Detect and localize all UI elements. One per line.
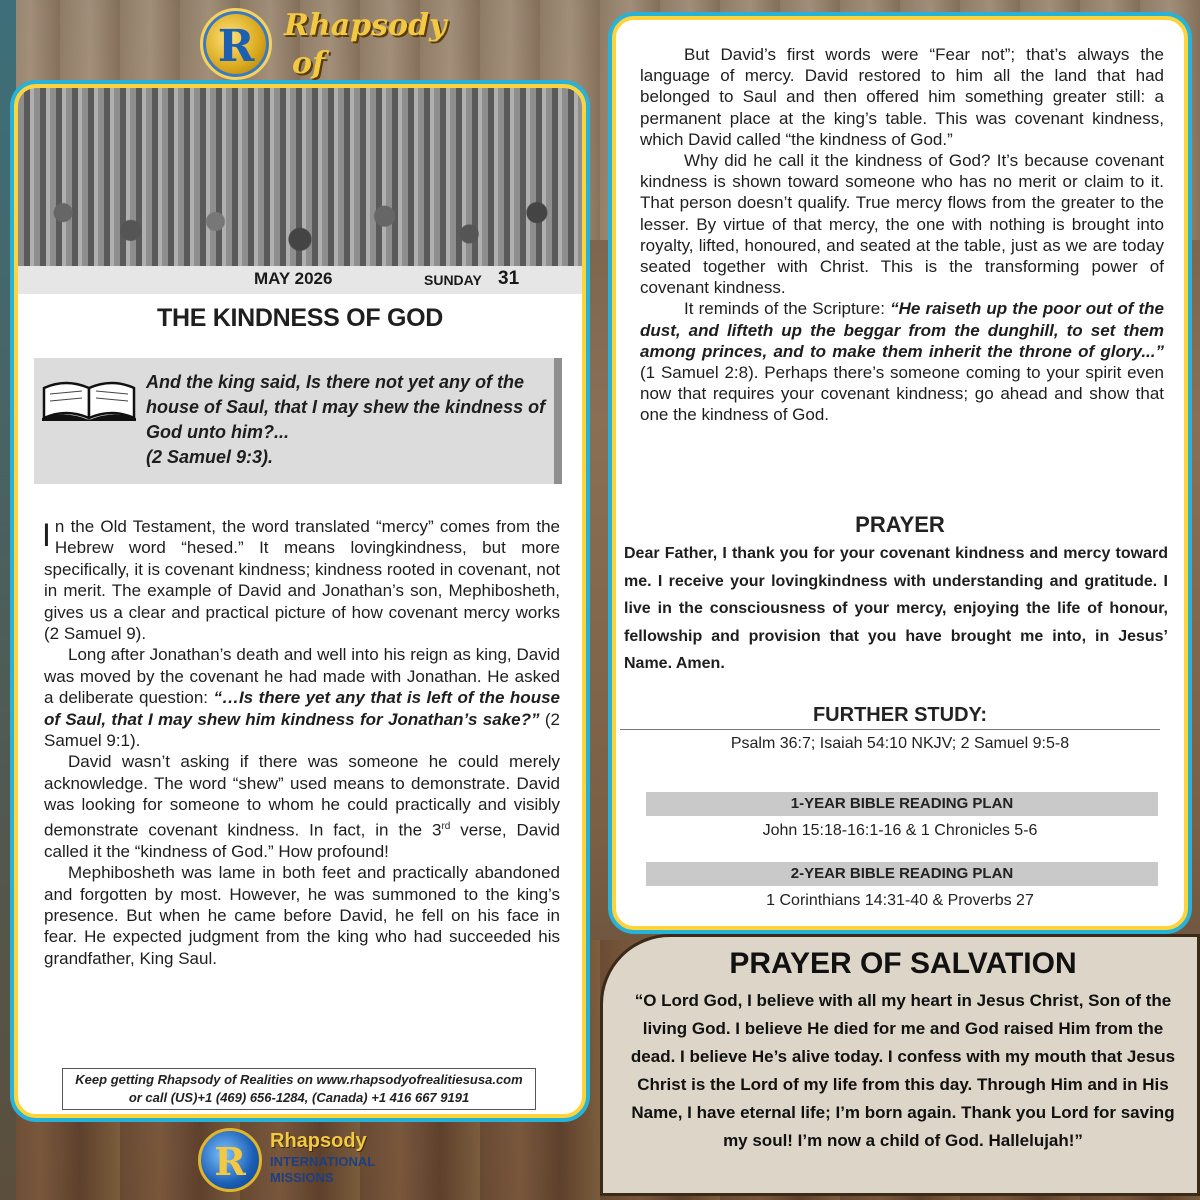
date-bar xyxy=(18,266,582,294)
message-body-left xyxy=(44,516,560,969)
contact-line-website: Keep getting Rhapsody of Realities on www.rhapsodyofrealitiesusa.com xyxy=(75,1072,523,1087)
one-year-plan-text: John 15:18-16:1-16 & 1 Chronicles 5-6 xyxy=(762,822,1038,839)
prayer-text: Dear Father, I thank you for your covenant kindness and mercy toward me. I receive your lovingkindness with understanding and gratitude. I live in the consciousness of your mercy, enjoying the life of honour, fellowship and provision that you have brought me into, in Jesus’ Name. Amen. xyxy=(624,545,1168,673)
salvation-text: “O Lord God, I believe with all my heart in Jesus Christ, Son of the living God. I believe He died for me and God raised Him from the dead. I believe He’s alive today. I confess with my mouth that Jesus Christ is the Lord of my life from this day. Through Him and in His Name, I have eternal life; I’m born again. Thank you Lord for saving my soul! I’m now a child of God. Hallelujah!” xyxy=(630,991,1176,1150)
two-year-plan-text: 1 Corinthians 14:31-40 & Proverbs 27 xyxy=(766,892,1034,909)
one-year-plan-label: 1-YEAR BIBLE READING PLAN xyxy=(646,792,1158,816)
rhapsody-of-realities-logo xyxy=(200,4,447,82)
two-year-plan-label: 2-YEAR BIBLE READING PLAN xyxy=(646,862,1158,886)
logo-text-line1: Rhapsody xyxy=(284,8,447,43)
paragraph: It reminds of the Scripture: “He raiseth up the poor out of the dust, and lifteth up the beggar from the dunghill, to set them among princes, and to make them inherit the throne of glory...” (1 Samuel 2:8). Perhaps there’s someone coming to your spirit even now that requires your covenant kindness; go ahead and show that one the kindness of God. xyxy=(640,299,1164,425)
rhapsody-international-missions-logo xyxy=(198,1128,398,1196)
devotional-right-panel xyxy=(612,16,1188,930)
devotional-left-panel xyxy=(14,84,586,1118)
theme-verse-box xyxy=(34,358,562,484)
logo-text-line3: MISSIONS xyxy=(270,1170,334,1185)
verse-reference: (2 Samuel 9:3). xyxy=(146,447,274,467)
verse-text: And the king said, Is there not yet any of the house of Saul, that I may shew the kindness of God unto him?... xyxy=(146,372,546,442)
further-study-heading: FURTHER STUDY: xyxy=(812,704,988,726)
contact-info-box xyxy=(62,1068,536,1110)
scripture-quote: “He raiseth up the poor out of the dust, and lifteth up the beggar from the dunghill, to set them among princes, and to make them inherit the throne of glory...” xyxy=(640,299,1164,361)
day-number: 31 xyxy=(498,268,520,289)
prayer-of-salvation-box xyxy=(600,934,1200,1196)
paragraph: In the Old Testament, the word translated “mercy” comes from the Hebrew word “hesed.” It means lovingkindness, but more specifically, it is covenant kindness; kindness rooted in covenant, not in merit. The example of David and Jonathan’s son, Mephibosheth, gives us a clear and practical picture of how covenant mercy works (2 Samuel 9). xyxy=(42,517,560,644)
day-label: SUNDAY xyxy=(424,272,482,288)
further-study-text: Psalm 36:7; Isaiah 54:10 NKJV; 2 Samuel 9:5-8 xyxy=(730,735,1070,752)
paragraph: Mephibosheth was lame in both feet and practically abandoned and forgotten by most. However, he was summoned to the king’s presence. But when he came before David, he fell on his face in fear. He expected judgment from the king who had succeeded his grandfather, King Saul. xyxy=(44,863,560,968)
salvation-title: PRAYER OF SALVATION xyxy=(729,947,1077,980)
divider xyxy=(620,729,1160,730)
scripture-quote: “…Is there yet any that is left of the house of Saul, that I may shew him kindness for Jonathan’s sake?” xyxy=(44,688,560,729)
paragraph: Long after Jonathan’s death and well into his reign as king, David was moved by the covenant he had made with Jonathan. He asked a deliberate question: “…Is there yet any that is left of the house of Saul, that I may shew him kindness for Jonathan’s sake?” (2 Samuel 9:1). xyxy=(44,645,561,751)
paragraph: Why did he call it the kindness of God? It’s because covenant kindness is shown toward someone who has no merit or claim to it. That person doesn’t qualify. True mercy flows from the greater to the lesser. By virtue of that mercy, the one with nothing is brought into royalty, lifted, honoured, and seated at the table, just as we are today seated together with Christ. This is the transforming power of covenant kindness. xyxy=(640,151,1164,298)
logo-text-line2: of xyxy=(292,46,325,81)
page-title: THE KINDNESS OF GOD xyxy=(157,304,443,332)
open-book-icon xyxy=(40,374,138,422)
theme-verse xyxy=(146,370,552,470)
paragraph: David wasn’t asking if there was someone he could merely acknowledge. The word “shew” used means to demonstrate. David was looking for someone to whom he could practically and visibly demonstrate covenant kindness. In fact, in the 3rd verse, David called it the “kindness of God.” How profound! xyxy=(44,752,560,861)
paragraph: But David’s first words were “Fear not”; that’s always the language of mercy. David restored to him all the land that had belonged to Saul and then offered him something greater still: a permanent place at the king’s table. This was covenant kindness, which David called “the kindness of God.” xyxy=(640,45,1164,149)
logo-text-line1: Rhapsody xyxy=(270,1130,367,1152)
month-label: MAY 2026 xyxy=(254,269,333,288)
prayer-heading: PRAYER xyxy=(855,512,945,537)
congregation-photo xyxy=(18,88,582,266)
drop-cap: I xyxy=(42,517,51,553)
logo-emblem-icon: R xyxy=(200,8,272,80)
globe-emblem-icon: R xyxy=(198,1128,262,1192)
logo-text-line2: INTERNATIONAL xyxy=(270,1154,376,1169)
contact-line-phone: or call (US)+1 (469) 656-1284, (Canada) +1 416 667 9191 xyxy=(128,1090,470,1105)
message-body-right xyxy=(640,44,1164,426)
